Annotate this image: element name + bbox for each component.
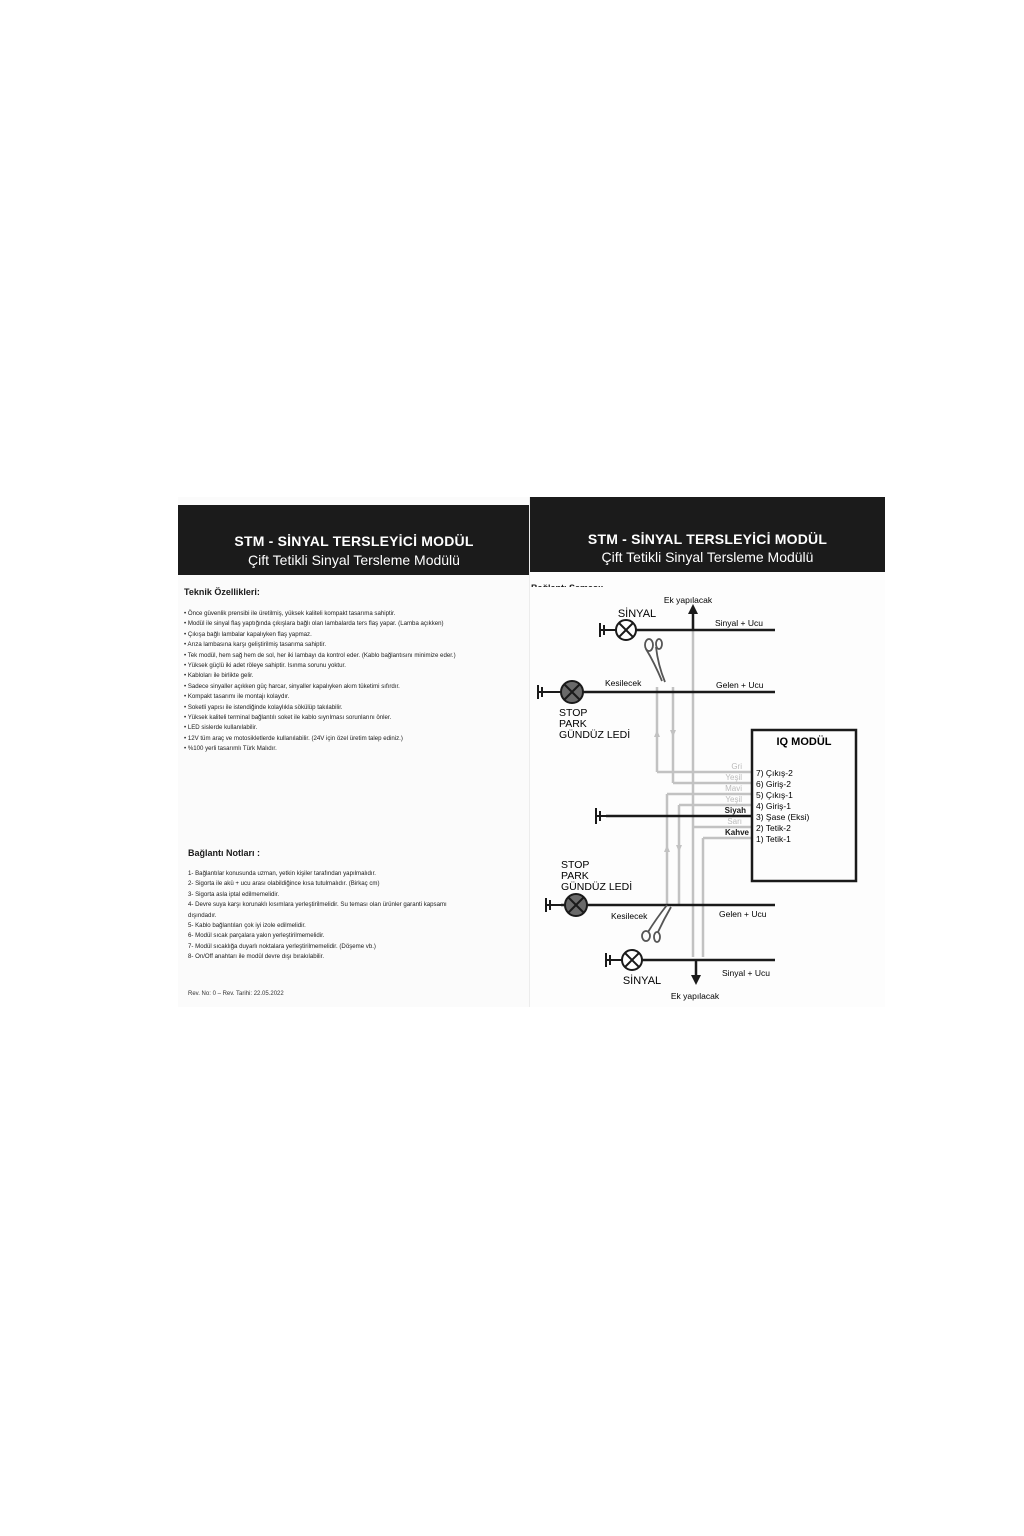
right-title: STM - SİNYAL TERSLEYİCİ MODÜL	[587, 531, 828, 547]
feature-item: • Soketli yapısı ile istendiğinde kolaylıkla sökülüp takılabilir.	[184, 703, 518, 713]
sinyal-plus-top-label: Sinyal + Ucu	[715, 618, 763, 628]
feature-item: • %100 yerli tasarımlı Türk Malıdır.	[184, 744, 518, 754]
pin-label: 5) Çıkış-1	[756, 790, 793, 800]
wire-color-label: Sarı	[727, 817, 742, 826]
pin-label: 1) Tetik-1	[756, 834, 791, 844]
park-top-label: PARK	[559, 718, 587, 730]
note-item: 8- On/Off anahtarı ile modül devre dışı bırakılabilir.	[188, 953, 325, 961]
wire-color-label: Mavi	[725, 784, 742, 793]
revision-info: Rev. No: 0 – Rev. Tarihi: 22.05.2022	[188, 991, 284, 997]
note-item: 4- Devre suya karşı korunaklı kısımlara yerleştirilmelidir. Su teması olan ürünler garanti kapsamı dışındadır.	[188, 901, 447, 919]
gunduz-bottom-label: GÜNDÜZ LEDİ	[561, 881, 633, 893]
sinyal-bottom-label: SİNYAL	[622, 975, 662, 987]
feature-item: • LED sislerde kullanılabilir.	[184, 723, 518, 733]
feature-item: • Yüksek kaliteli terminal bağlantılı soket ile kablo sıyrılması sorunlarını önler.	[184, 713, 518, 723]
kesilecek-top-label: Kesilecek	[605, 678, 642, 688]
note-item: 3- Sigorta asla iptal edilmemelidir.	[188, 890, 280, 898]
features-title: Teknik Özellikleri:	[184, 587, 260, 597]
feature-item: • Kabloları ile birlikte gelir.	[184, 671, 518, 681]
left-title: STM - SİNYAL TERSLEYİCİ MODÜL	[234, 533, 474, 549]
iq-module-title: IQ MODÜL	[776, 736, 832, 748]
left-subtitle: Çift Tetikli Sinyal Tersleme Modülü	[248, 552, 460, 568]
diagram-background	[530, 587, 885, 1007]
feature-item: • Arıza lambasına karşı geliştirilmiş tasarıma sahiptir.	[184, 640, 518, 650]
right-panel	[530, 497, 885, 1007]
note-item: 7- Modül sıcaklığa duyarlı noktalara yerleştirilmemelidir. (Döşeme vb.)	[188, 942, 376, 950]
note-item: 1- Bağlantılar konusunda uzman, yetkin kişiler tarafından yapılmalıdır.	[188, 870, 376, 877]
feature-item: • 12V tüm araç ve motosikletlerde kullanılabilir. (24V için özel üretim talep ediniz.)	[184, 734, 518, 744]
right-header	[530, 497, 885, 572]
ek-yapilacak-top-label: Ek yapılacak	[663, 595, 713, 605]
pin-label: 2) Tetik-2	[756, 823, 791, 833]
gunduz-top-label: GÜNDÜZ LEDİ	[559, 729, 631, 741]
wire-color-label: Yeşil	[725, 795, 742, 804]
wire-color-label: Siyah	[724, 806, 746, 815]
feature-item: • Modül ile sinyal flaş yaptığında çıkışlara bağlı olan lambalarda ters flaş yapar. (Lamba açıkken)	[184, 619, 518, 629]
note-item: 6- Modül sıcak parçalara yakın yerleştirilmemelidir.	[188, 932, 325, 940]
left-header	[178, 505, 530, 575]
right-subtitle: Çift Tetikli Sinyal Tersleme Modülü	[601, 549, 814, 565]
wiring-diagram-main	[530, 587, 885, 1007]
notes-list	[188, 869, 473, 963]
note-item: 5- Kablo bağlantıları çok iyi izole edilmelidir.	[188, 922, 306, 930]
feature-item: • Yüksek güçlü iki adet röleye sahiptir. Isınma sorunu yoktur.	[184, 661, 518, 671]
feature-item: • Tek modül, hem sağ hem de sol, her iki lambayı da kontrol eder. (Kablo bağlantısını minimize eder.)	[184, 651, 518, 661]
wire-color-label: Kahve	[724, 828, 749, 837]
feature-item: • Çıkışa bağlı lambalar kapalıyken flaş yapmaz.	[184, 630, 518, 640]
pin-label: 3) Şase (Eksi)	[756, 812, 810, 822]
park-bottom-label: PARK	[561, 870, 589, 882]
pin-label: 4) Giriş-1	[756, 801, 791, 811]
stop-top-label: STOP	[559, 707, 588, 719]
gelen-bottom-label: Gelen + Ucu	[719, 909, 767, 919]
sinyal-top-label: SİNYAL	[617, 608, 657, 620]
features-list	[184, 609, 518, 755]
stop-bottom-label: STOP	[561, 859, 590, 871]
notes-title: Bağlantı Notları :	[188, 848, 261, 858]
feature-item: • Kompakt tasarımı ile montajı kolaydır.	[184, 692, 518, 702]
ek-yapilacak-bottom-label: Ek yapılacak	[670, 991, 720, 1001]
gelen-top-label: Gelen + Ucu	[716, 680, 764, 690]
pin-label: 6) Giriş-2	[756, 779, 791, 789]
feature-item: • Önce güvenlik prensibi ile üretilmiş, yüksek kaliteli kompakt tasarıma sahiptir.	[184, 609, 518, 619]
kesilecek-bottom-label: Kesilecek	[611, 911, 648, 921]
manual-sheet	[178, 497, 885, 1007]
left-panel	[178, 497, 530, 1007]
sinyal-plus-bottom-label: Sinyal + Ucu	[722, 968, 770, 978]
note-item: 2- Sigorta ile akü + ucu arası olabildiğince kısa tutulmalıdır. (Birkaç cm)	[188, 880, 380, 888]
feature-item: • Sadece sinyaller açıkken güç harcar, sinyaller kapalıyken akım tüketimi sıfırdır.	[184, 682, 518, 692]
wire-color-label: Gri	[731, 762, 742, 771]
pin-label: 7) Çıkış-2	[756, 768, 793, 778]
wire-color-label: Yeşil	[725, 773, 742, 782]
